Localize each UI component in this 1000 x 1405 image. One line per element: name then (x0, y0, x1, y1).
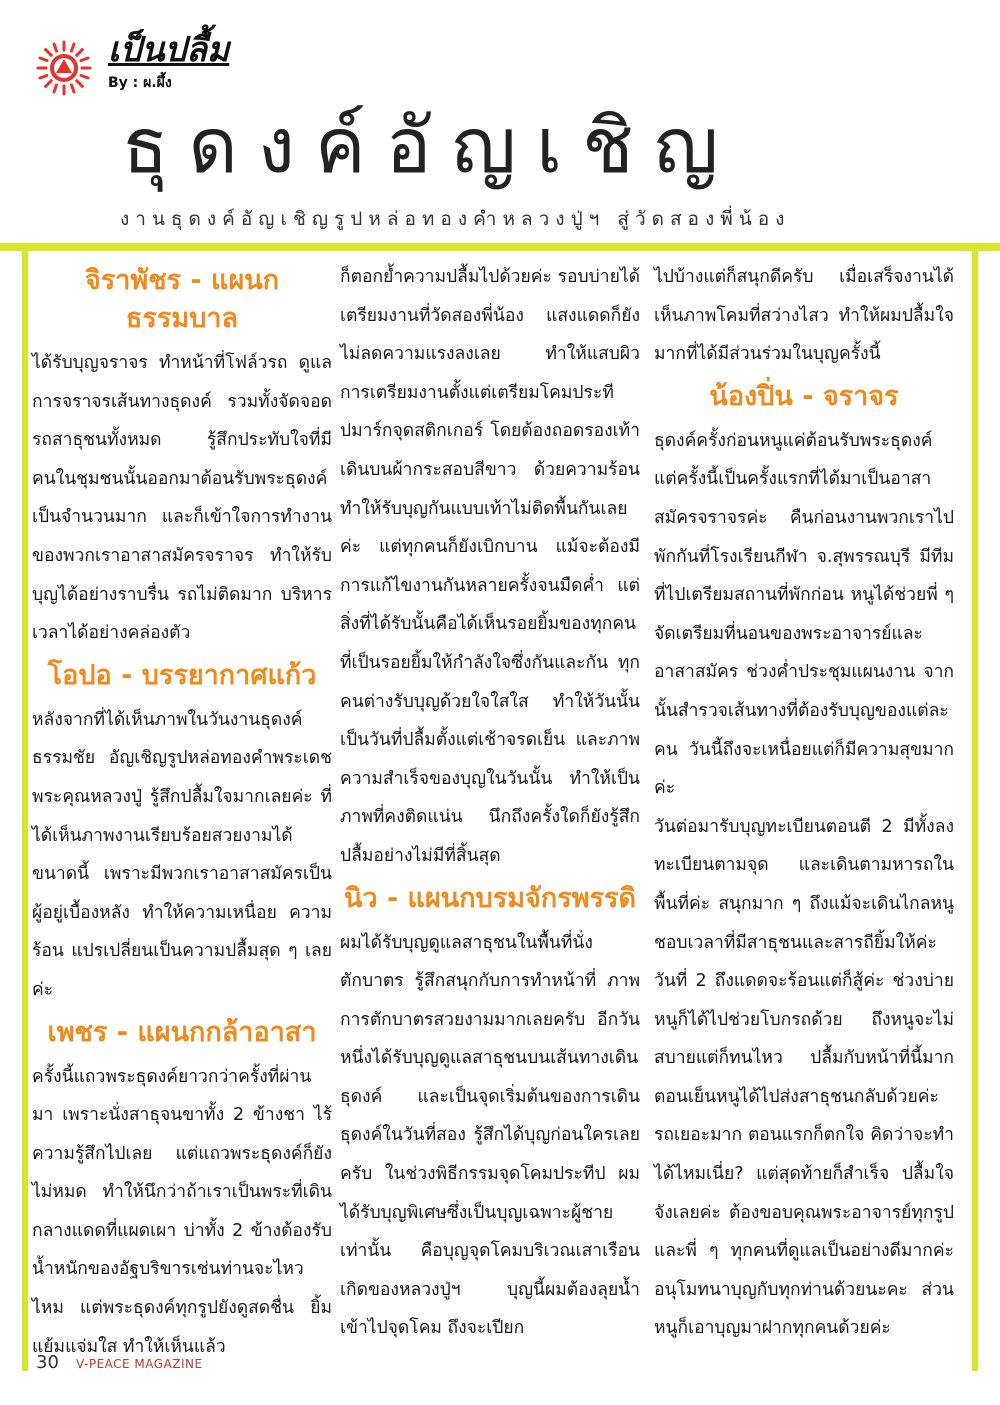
article-subtitle: งานธุดงค์อัญเชิญรูปหล่อทองคำหลวงปู่ฯ สู่วัดสองพี่น้อง (120, 208, 791, 230)
byline: By : ผ.ผึ้ง (108, 75, 172, 91)
column-3 (654, 258, 954, 1348)
section-heading: โอปอ - บรรยากาศแก้ว (47, 659, 317, 691)
section-text: ได้รับบุญจราจร ทำหน้าที่โฟล์วรถ ดูแลการจราจรเส้นทางธุดงค์ รวมทั้งจัดจอดรถสาธุชนทั้งหมด รู้สึกประทับใจที่มีคนในชุมชนนั้นออกมาต้อนรับพระธุดงค์เป็นจำนวนมาก และก็เข้าใจการทำงานของพวกเราอาสาสมัครจราจร ทำให้รับบุญได้อย่างราบรื่น รถไม่ติดมาก บริหารเวลาได้อย่างคล่องตัว (32, 353, 332, 644)
section-text: หลังจากที่ได้เห็นภาพในวันงานธุดงค์ธรรมชัย อัญเชิญรูปหล่อทองคำพระเดชพระคุณหลวงปู่ รู้สึกปลื้มใจมากเลยค่ะ ที่ได้เห็นภาพงานเรียบร้อยสวยงามได้ขนาดนี้ เพราะมีพวกเราอาสาสมัครเป็นผู้อยู่เบื้องหลัง ทำให้ความเหนื่อย ความร้อน แปรเปลี่ยนเป็นความปลื้มสุด ๆ เลยค่ะ (32, 709, 332, 1000)
page-number: 30 (36, 1352, 59, 1373)
section-text: ก็ตอกย้ำความปลื้มไปด้วยค่ะ รอบบ่ายได้เตรียมงานที่วัดสองพี่น้อง แสงแดดก็ยังไม่ลดความแรงลงเลย ทำให้แสบผิวการเตรียมงานตั้งแต่เตรียมโคมประทีปมาร์กจุดสติกเกอร์ โดยต้องถอดรองเท้าเดินบนผ้ากระสอบสีขาว ด้วยความร้อนทำให้รับบุญกันแบบเท้าไม่ติดพื้นกันเลยค่ะ แต่ทุกคนก็ยังเบิกบาน แม้จะต้องมีการแก้ไขงานกันหลายครั้งจนมืดค่ำ แต่สิ่งที่ได้รับนั้นคือได้เห็นรอยยิ้มของทุกคนที่เป็นรอยยิ้มให้กำลังใจซึ่งกันและกัน ทุกคนต่างรับบุญด้วยใจใสใส ทำให้วันนั้นเป็นวันที่ปลื้มตั้งแต่เช้าจรดเย็น และภาพความสำเร็จของบุญในวันนั้น ทำให้เป็นภาพที่คงติดแน่น นึกถึงครั้งใดก็ยังรู้สึกปลื้มอย่างไม่มีที่สิ้นสุด (340, 267, 640, 866)
section-text: วันต่อมารับบุญทะเบียนตอนตี 2 มีทั้งลงทะเบียนตามจุด และเดินตามหารถในพื้นที่ค่ะ สนุกมาก ๆ ถึงแม้จะเดินไกลหนูชอบเวลาที่มีสาธุชนและสารถียิ้มให้ค่ะ วันที่ 2 ถึงแดดจะร้อนแต่ก็สู้ค่ะ ช่วงบ่ายหนูก็ได้ไปช่วยโบกรถด้วย ถึงหนูจะไม่สบายแต่ก็ทนไหว ปลื้มกับหน้าที่นี้มาก ตอนเย็นหนูได้ไปส่งสาธุชนกลับด้วยค่ะ รถเยอะมาก ตอนแรกก็ตกใจ คิดว่าจะทำได้ไหมเนี่ย? แต่สุดท้ายก็สำเร็จ ปลื้มใจจังเลยค่ะ ต้องขอบคุณพระอาจารย์ทุกรูปและพี่ ๆ ทุกคนที่ดูแลเป็นอย่างดีมากค่ะ อนุโมทนาบุญกับทุกท่านด้วยนะคะ ส่วนหนูก็เอาบุญมาฝากทุกคนด้วยค่ะ (654, 816, 954, 1339)
section-heading: น้องปิ่น - จราจร (709, 380, 899, 412)
section-text: ธุดงค์ครั้งก่อนหนูแค่ต้อนรับพระธุดงค์ แต่ครั้งนี้เป็นครั้งแรกที่ได้มาเป็นอาสาสมัครจราจรค่ะ คืนก่อนงานพวกเราไปพักกันที่โรงเรียนกีฬา จ.สุพรรณบุรี มีทีมที่ไปเตรียมสถานที่พักก่อน หนูได้ช่วยพี่ ๆ จัดเตรียมที่นอนของพระอาจารย์และอาสาสมัคร ช่วงค่ำประชุมแผนงาน จากนั้นสำรวจเส้นทางที่ต้องรับบุญของแต่ละคน วันนี้ถึงจะเหนื่อยแต่ก็มีความสุขมากค่ะ (654, 430, 954, 799)
page-footer (36, 1352, 203, 1376)
sun-logo-icon (36, 40, 92, 96)
column-2 (340, 258, 640, 1348)
section-text: ผมได้รับบุญดูแลสาธุชนในพื้นที่นั่งตักบาตร รู้สึกสนุกกับการทำหน้าที่ ภาพการตักบาตรสวยงามมากเลยครับ อีกวันหนึ่งได้รับบุญดูแลสาธุชนบนเส้นทางเดินธุดงค์ และเป็นจุดเริ่มต้นของการเดินธุดงค์ในวันที่สอง รู้สึกได้บุญก่อนใครเลยครับ ในช่วงพิธีกรรมจุดโคมประทีป ผมได้รับบุญพิเศษซึ่งเป็นบุญเฉพาะผู้ชายเท่านั้น คือบุญจุดโคมบริเวณเสาเรือนเกิดของหลวงปู่ฯ บุญนี้ผมต้องลุยน้ำเข้าไปจุดโคม ถึงจะเปียก (340, 932, 640, 1339)
section-heading: เพชร - แผนกกล้าอาสา (47, 1016, 317, 1048)
magazine-name: V-PEACE MAGAZINE (76, 1357, 203, 1371)
section-text: ไปบ้างแต่ก็สนุกดีครับ เมื่อเสร็จงานได้เห็นภาพโคมที่สว่างไสว ทำให้ผมปลื้มใจมากที่ได้มีส่วนร่วมในบุญครั้งนี้ (654, 267, 954, 365)
frame-top-border (0, 243, 1000, 251)
article-header (0, 0, 1000, 245)
section-text: ครั้งนี้แถวพระธุดงค์ยาวกว่าครั้งที่ผ่านมา เพราะนั่งสาธุจนขาทั้ง 2 ข้างชา ไร้ความรู้สึกไปเลย แต่แถวพระธุดงค์ก็ยังไม่หมด ทำให้นึกว่าถ้าเราเป็นพระที่เดินกลางแดดที่แผดเผา บ่าทั้ง 2 ข้างต้องรับน้ำหนักของอัฐบริขารเช่นท่านจะไหวไหม แต่พระธุดงค์ทุกรูปยังดูสดชื่น ยิ้มแย้มแจ่มใส ทำให้เห็นแล้ว (32, 1066, 332, 1357)
article-columns (0, 258, 1000, 1357)
article-title: ธุดงค์อัญเชิญ (122, 101, 739, 190)
column-1 (32, 258, 332, 1366)
section-tag: เป็นปลื้ม (108, 30, 230, 70)
section-heading: นิว - แผนกบรมจักรพรรดิ (343, 882, 637, 914)
section-heading: จิราพัชร - แผนกธรรมบาล (84, 265, 280, 334)
